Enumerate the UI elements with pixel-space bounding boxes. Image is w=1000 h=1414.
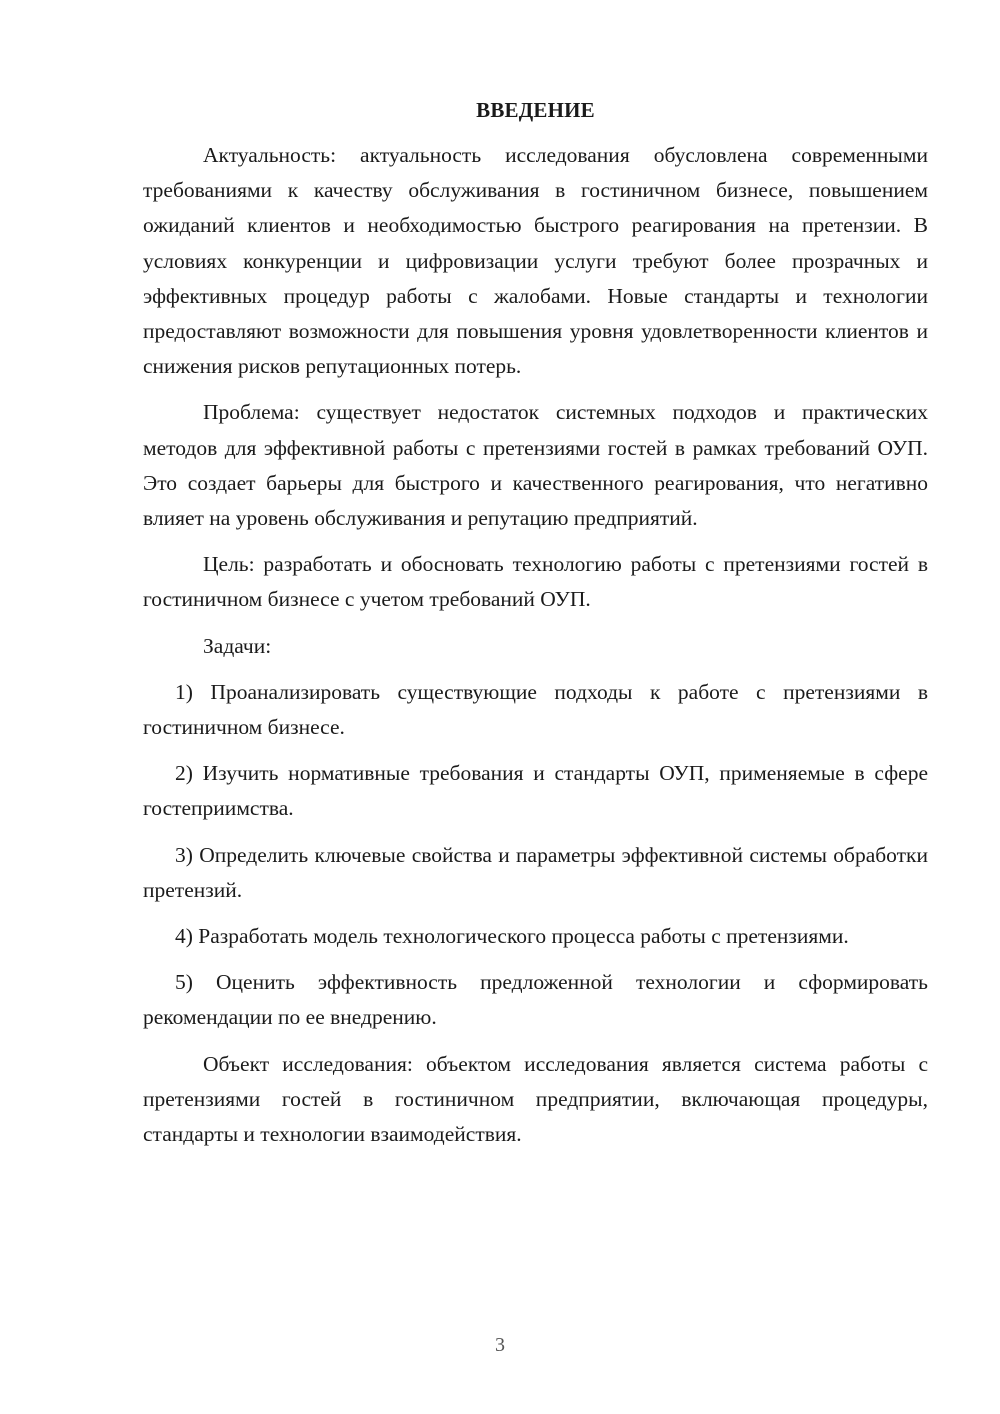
tasks-list [143,675,928,1036]
task-item: 1) Проанализировать существующие подходы к работе с претензиями в гостиничном бизнесе. [143,679,928,740]
document-page [143,93,928,1152]
relevance-paragraph: Актуальность: актуальность исследования обусловлена современными требованиями к качеству обслуживания в гостиничном бизнесе, повышением ожиданий клиентов и необходимостью быстрого реагирования на претензии. В условиях конкуренции и цифровизации услуги требуют более прозрачных и эффективных процедур работы с жалобами. Новые стандарты и технологии предоставляют возможности для повышения уровня удовлетворенности клиентов и снижения рисков репутационных потерь. [143,143,928,379]
problem-paragraph: Проблема: существует недостаток системных подходов и практических методов для эффективной работы с претензиями гостей в рамках требований ОУП. Это создает барьеры для быстрого и качественного реагирования, что негативно влияет на уровень обслуживания и репутацию предприятий. [143,400,928,531]
task-item: 3) Определить ключевые свойства и параметры эффективной системы обработки претензий. [143,842,928,902]
tasks-heading: Задачи: [203,633,272,658]
task-item: 4) Разработать модель технологического процесса работы с претензиями. [175,924,849,949]
page-number: 3 [495,1334,505,1356]
task-item: 2) Изучить нормативные требования и стандарты ОУП, применяемые в сфере гостеприимства. [143,761,928,821]
object-paragraph: Объект исследования: объектом исследования является система работы с претензиями гостей в гостиничном предприятии, включающая процедуры, стандарты и технологии взаимодействия. [143,1051,928,1147]
goal-paragraph: Цель: разработать и обосновать технологию работы с претензиями гостей в гостиничном бизнесе с учетом требований ОУП. [143,552,928,612]
section-title: ВВЕДЕНИЕ [476,98,595,122]
task-item: 5) Оценить эффективность предложенной технологии и сформировать рекомендации по ее внедрению. [143,970,928,1030]
